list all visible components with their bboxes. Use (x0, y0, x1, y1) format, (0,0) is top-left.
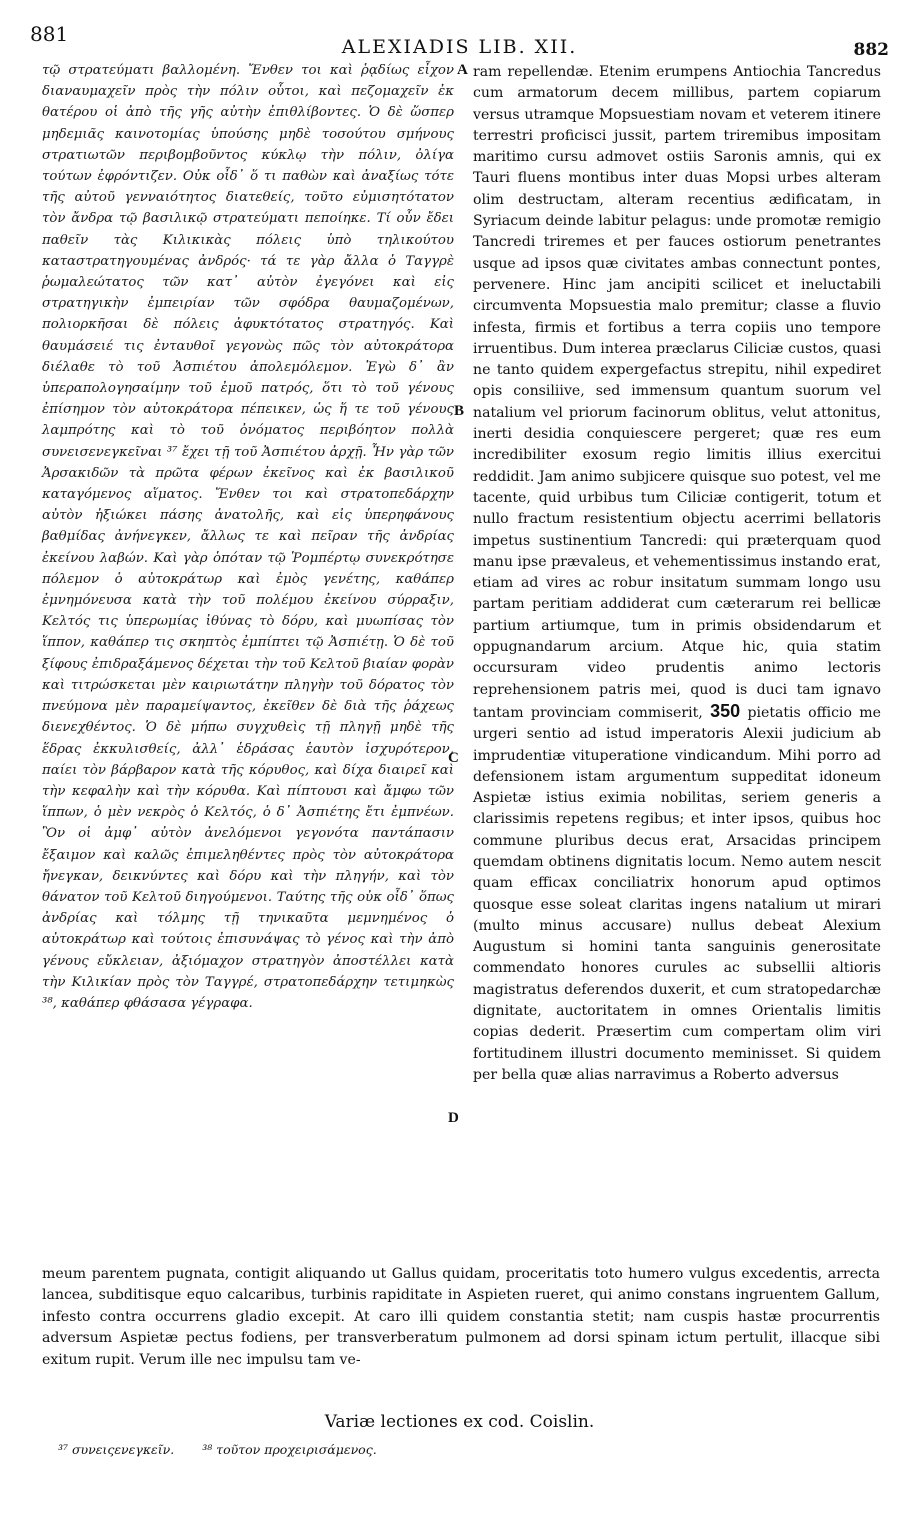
variant-readings-notes (58, 1442, 401, 1457)
latin-text-part-2: pietatis officio me urgeri sentio ad istud imperatoris Alexii judicium ab imprudentiæ vituperatione vindicandum. Mihi porro ad defensionem istam argumentum suppeditat idoneum Aspietæ istius eximia nobilitas, seriem generis a clarissimis repetens regibus; et inter ipsos, quibus hoc commune pluribus decus erat, Arsacidas principem quemdam obtinens dignitatis locum. Nemo autem nescit quam efficax conciliatrix honorum apud optimos quosque esse soleat claritas ingens natalium ut mirari (multo minus accusare) nullus debeat Alexium Augustum si homini tanta sanguinis generositate commendato honores curules ac subsellii altioris magistratus deferendos duxerit, et cum stratopedarchæ dignitate, auctoritatem in omnes Orientalis limitis copias dederit. Præsertim cum compertam olim viri fortitudinem illustri documento meminisset. Si quidem per bella quæ alias narravimus a Roberto adversus (473, 704, 882, 1083)
running-title: ALEXIADIS LIB. XII. (341, 36, 578, 58)
latin-text-column (473, 62, 881, 1086)
running-header (30, 22, 889, 60)
margin-marker-c: C (448, 750, 459, 766)
greek-text-column (42, 60, 454, 1014)
latin-paragraph (473, 62, 881, 1086)
page-number-right: 882 (853, 40, 889, 60)
margin-marker-a: A (457, 62, 468, 78)
margin-marker-d: D (448, 1110, 459, 1126)
full-width-paragraph: meum parentem pugnata, contigit aliquando ut Gallus quidam, proceritatis toto humero vulgus excedentis, arrecta lancea, subditisque equo calcaribus, turbinis rapiditate in Aspieten rueret, qui animo constans ingruentem Gallum, infesto contra occurrens gladio excepit. At caro illi quidem constantia stetit; nam cuspis hastæ procurrentis adversum Aspietæ pectus fodiens, per transverberatum pulmonem ad dorsi spinam ictum pertulit, illacque sibi exitum rupit. Verum ille nec impulsu tam ve- (42, 1266, 880, 1368)
latin-text-part-1: ram repellendæ. Etenim erumpens Antiochia Tancredus cum armatorum decem millibus, partem copiarum versus utramque Mopsuestiam novam et veterem itinere terrestri proficisci jussit, partem triremibus impositam maritimo cursu admovet ostiis Saronis amnis, qui ex Tauri fluens montibus inter duas Mopsi urbes alteram olim destructam, alteram recentius ædificatam, in Syriacum deinde labitur pelagus: unde promotæ remigio Tancredi triremes et per fauces ostiorum penetrantes usque ad ipsos quæ civitates ambas connectunt pontes, pervenere. Hinc jam ancipiti scilicet et ineluctabili circumventa Mopsuestia malo premitur; classe a fluvio infesta, firmis et fortibus a terra copiis uno tempore irruentibus. Dum interea præclarus Ciliciæ custos, quasi ne tanto quidem expergefactus strepitu, nihil expediret opis consiliive, sed immensum quantum suorum vel natalium vel priorum facinorum oblitus, velut attonitus, inerti desidia conquiescere pergeret; quæ res eum incredibiliter exosum regio limitis illius exercitui reddidit. Jam animo subjicere quisque suo potest, vel me tacente, quid urbibus tum Ciliciæ contigerit, totum et nullo fractum resistentium objectu acerrimi bellatoris impetus sustinentium Tancredi: qui præterquam quod manu ipse prævaleus, et vehementissimus instando erat, etiam ad vires ac robur insitatum summam longo usu partam peritiam addiderat cum cæterarum rei bellicæ partium artiumque, tum in primis obsidendarum et oppugnandarum arcium. Atque hic, quia statim occursuram video prudentis animo lectoris reprehensionem patris mei, quod is duci tam ignavo tantam provinciam commiserit, (473, 64, 881, 721)
variant-note-37: ³⁷ συνειςενεγκεῖν. (58, 1442, 175, 1457)
variant-note-38: ³⁸ τοῦτον προχειρισάμενος. (202, 1442, 377, 1457)
greek-paragraph: τῷ στρατεύματι βαλλομένη. Ἔνθεν τοι καὶ ῥᾳδίως εἶχον διαναυμαχεῖν πρὸς τὴν πόλιν οὗτοι, καὶ πεζομαχεῖν ἐκ θατέρου οἱ ἀπὸ τῆς γῆς αὐτὴν ἐπιθλίβοντες. Ὁ δὲ ὥσπερ μηδεμιᾶς καινοτομίας ὑπούσης μηδὲ τοσούτου σμήνους στρατιωτῶν περιβομβοῦντος κύκλῳ τὴν πόλιν, ὀλίγα τούτων ἐφρόντιζεν. Οὐκ οἶδ᾽ ὅ τι παθὼν καὶ ἀναξίως τότε τῆς αὐτοῦ γενναιότητος διατεθείς, τοῦτο εὐμισητότατον τὸν ἄνδρα τῷ βασιλικῷ στρατεύματι πεποίηκε. Τί οὖν ἔδει παθεῖν τὰς Κιλικικὰς πόλεις ὑπὸ τηλικούτου καταστρατηγουμένας ἀνδρός· τά τε γὰρ ἄλλα ὁ Ταγγρὲ ῥωμαλεώτατος τῶν κατ᾽ αὐτὸν ἐγεγόνει καὶ εἰς στρατηγικὴν ἐμπειρίαν τῶν σφόδρα θαυμαζομένων, πολιορκῆσαι δὲ πόλεις ἀφυκτότατος στρατηγός. Καὶ θαυμάσειέ τις ἐνταυθοῖ γεγονὼς πῶς τὸν αὐτοκράτορα διέλαθε τὸ τοῦ Ἀσπιέτου ἀπολεμόλεμον. Ἐγὼ δ᾽ ἂν ὑπεραπολογησαίμην τοῦ ἐμοῦ πατρός, ὅτι τὸ τοῦ γένους ἐπίσημον τὸν αὐτοκράτορα πέπεικεν, ὡς ἥ τε τοῦ γένους λαμπρότης καὶ τὸ τοῦ ὀνόματος περιβόητον πολλὰ συνεισενεγκεῖναι ³⁷ ἔχει τῇ τοῦ Ἀσπιέτου ἀρχῇ. Ἦν γὰρ τῶν Ἀρσακιδῶν τὰ πρῶτα φέρων ἐκεῖνος καὶ ἐκ βασιλικοῦ καταγόμενος αἵματος. Ἔνθεν τοι καὶ στρατοπεδάρχην αὐτὸν ἠξιώκει πάσης ἀνατολῆς, καὶ εἰς ὑπερηφάνους βαθμίδας ἀνήνεγκεν, ἄλλως τε καὶ πεῖραν τῆς ἀνδρίας ἐκείνου λαβών. Καὶ γὰρ ὁπόταν τῷ Ῥομπέρτῳ συνεκρότησε πόλεμον ὁ αὐτοκράτωρ καὶ ἐμὸς γενέτης, καθάπερ ἐμνημόνευσα κατὰ τὴν τοῦ πολέμου ἐκείνου σύρραξιν, Κελτός τις ὑπερωμίας ἰθύνας τὸ δόρυ, καὶ μυωπίσας τὸν ἵππον, καθάπερ τις σκηπτὸς ἐμπίπτει τῷ Ἀσπιέτῃ. Ὁ δὲ τοῦ ξίφους ἐπιδραξάμενος δέχεται τὴν τοῦ Κελτοῦ βιαίαν φορὰν καὶ τιτρώσκεται μὲν καιριωτάτην πληγὴν τοῦ δόρατος τὸν πνεύμονα μὲν παραμείψαντος, ἐκεῖθεν δὲ διὰ τῆς ῥάχεως διενεχθέντος. Ὁ δὲ μήπω συγχυθεὶς τῇ πληγῇ μηδὲ τῆς ἕδρας ἐκκυλισθείς, ἀλλ᾽ ἑδράσας ἑαυτὸν ἰσχυρότερον, παίει τὸν βάρβαρον κατὰ τῆς κόρυθος, καὶ δίχα διαιρεῖ καὶ τὴν κεφαλὴν καὶ τὴν κόρυθα. Καὶ πίπτουσι καὶ ἄμφω τῶν ἵππων, ὁ μὲν νεκρὸς ὁ Κελτός, ὁ δ᾽ Ἀσπιέτης ἔτι ἐμπνέων. Ὃν οἱ ἀμφ᾽ αὐτὸν ἀνελόμενοι γεγονότα παντάπασιν ἔξαιμον καὶ καλῶς ἐπιμεληθέντες πρὸς τὸν αὐτοκράτορα ἤνεγκαν, δεικνύντες καὶ δόρυ καὶ τὴν πληγήν, καὶ τὸν θάνατον τοῦ Κελτοῦ διηγούμενοι. Ταύτης τῆς οὐκ οἶδ᾽ ὅπως ἀνδρίας καὶ τόλμης τῇ τηνικαῦτα μεμνημένος ὁ αὐτοκράτωρ καὶ τούτοις ἐπισυνάψας τὸ γένος καὶ τὴν ἀπὸ γένους εὔκλειαν, ἀξιόμαχον στρατηγὸν ἀποστέλλει κατὰ τὴν Κιλικίαν πρὸς τὸν Ταγγρέ, στρατοπεδάρχην τετιμηκὼς ³⁸, καθάπερ φθάσασα γέγραφα. (42, 63, 454, 1011)
variant-readings-heading: Variæ lectiones ex cod. Coislin. (324, 1412, 595, 1432)
inline-page-number: 350 (710, 700, 741, 721)
margin-marker-b: B (454, 403, 465, 419)
page-number-left: 881 (30, 22, 69, 46)
full-width-latin-text (42, 1264, 880, 1371)
